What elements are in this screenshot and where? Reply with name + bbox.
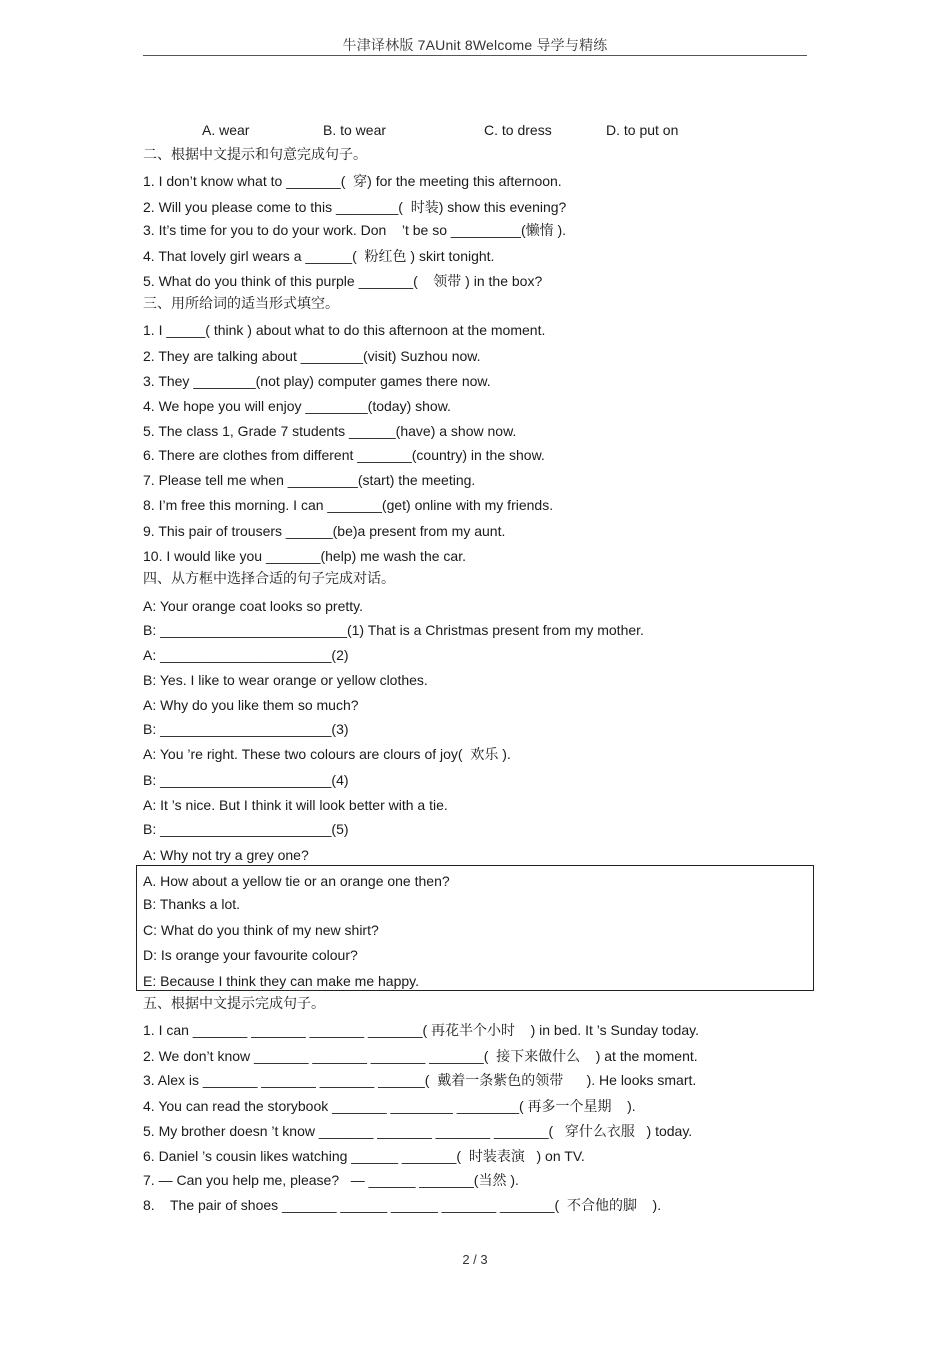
page-number: 2 / 3 xyxy=(462,1252,488,1267)
section2-heading: 二、根据中文提示和句意完成句子。 xyxy=(143,146,367,162)
option-d: D. to put on xyxy=(606,122,679,138)
section3-item: 10. I would like you _______(help) me wash the car. xyxy=(143,548,466,564)
section5-item: 4. You can read the storybook _______ ________ ________( 再多一个星期 ). xyxy=(143,1098,636,1114)
dialogue-line: B: ______________________(5) xyxy=(143,821,349,837)
dialogue-line: A: Why do you like them so much? xyxy=(143,697,359,713)
dialogue-line: A: Why not try a grey one? xyxy=(143,847,309,863)
section3-item: 8. I’m free this morning. I can _______(get) online with my friends. xyxy=(143,497,554,513)
section2-item: 3. It’s time for you to do your work. Don ’t be so _________(懒惰 ). xyxy=(143,222,567,238)
dialogue-line: A: You ’re right. These two colours are clours of joy( 欢乐 ). xyxy=(143,746,511,762)
option-b: B. to wear xyxy=(323,122,387,138)
section2-item: 1. I don’t know what to _______( 穿) for the meeting this afternoon. xyxy=(143,173,562,189)
choice-item: A. How about a yellow tie or an orange one then? xyxy=(143,873,450,889)
section5-item: 2. We don’t know _______ _______ _______ _______( 接下来做什么 ) at the moment. xyxy=(143,1048,698,1064)
section3-item: 6. There are clothes from different _______(country) in the show. xyxy=(143,447,545,463)
option-a: A. wear xyxy=(202,122,250,138)
section5-item: 1. I can _______ _______ _______ _______( 再花半个小时 ) in bed. It ’s Sunday today. xyxy=(143,1022,699,1038)
section3-item: 1. I _____( think ) about what to do this afternoon at the moment. xyxy=(143,322,546,338)
dialogue-line: B: ______________________(3) xyxy=(143,721,349,737)
dialogue-line: B: ______________________(4) xyxy=(143,772,349,788)
choice-item: B: Thanks a lot. xyxy=(143,896,241,912)
section3-heading: 三、用所给词的适当形式填空。 xyxy=(143,295,339,311)
section5-item: 3. Alex is _______ _______ _______ ______( 戴着一条紫色的领带 ). He looks smart. xyxy=(143,1072,697,1088)
choice-item: D: Is orange your favourite colour? xyxy=(143,947,358,963)
section2-item: 5. What do you think of this purple _______( 领带 ) in the box? xyxy=(143,273,543,289)
section5-heading: 五、根据中文提示完成句子。 xyxy=(143,995,325,1011)
dialogue-line: B: Yes. I like to wear orange or yellow clothes. xyxy=(143,672,428,688)
section5-item: 6. Daniel ’s cousin likes watching ______ _______( 时装表演 ) on TV. xyxy=(143,1148,585,1164)
section3-item: 2. They are talking about ________(visit) Suzhou now. xyxy=(143,348,481,364)
dialogue-line: A: Your orange coat looks so pretty. xyxy=(143,598,363,614)
section2-item: 2. Will you please come to this ________( 时装) show this evening? xyxy=(143,199,567,215)
section5-item: 5. My brother doesn ’t know _______ _______ _______ _______( 穿什么衣服 ) today. xyxy=(143,1123,693,1139)
section3-item: 9. This pair of trousers ______(be)a present from my aunt. xyxy=(143,523,506,539)
choice-item: C: What do you think of my new shirt? xyxy=(143,922,379,938)
header-divider xyxy=(143,55,807,56)
section5-item: 7. — Can you help me, please? — ______ _______(当然 ). xyxy=(143,1172,519,1188)
section3-item: 3. They ________(not play) computer games there now. xyxy=(143,373,491,389)
dialogue-line: B: ________________________(1) That is a Christmas present from my mother. xyxy=(143,622,644,638)
section3-item: 4. We hope you will enjoy ________(today) show. xyxy=(143,398,451,414)
dialogue-line: A: ______________________(2) xyxy=(143,647,349,663)
section5-item: 8. The pair of shoes _______ ______ ______ _______ _______( 不合他的脚 ). xyxy=(143,1197,662,1213)
section3-item: 7. Please tell me when _________(start) the meeting. xyxy=(143,472,476,488)
option-c: C. to dress xyxy=(484,122,552,138)
section2-item: 4. That lovely girl wears a ______( 粉红色 ) skirt tonight. xyxy=(143,248,495,264)
section4-heading: 四、从方框中选择合适的句子完成对话。 xyxy=(143,570,395,586)
section3-item: 5. The class 1, Grade 7 students ______(have) a show now. xyxy=(143,423,517,439)
dialogue-line: A: It ’s nice. But I think it will look better with a tie. xyxy=(143,797,448,813)
page-header: 牛津译林版 7AUnit 8Welcome 导学与精练 xyxy=(342,37,608,53)
choice-item: E: Because I think they can make me happy. xyxy=(143,973,420,989)
